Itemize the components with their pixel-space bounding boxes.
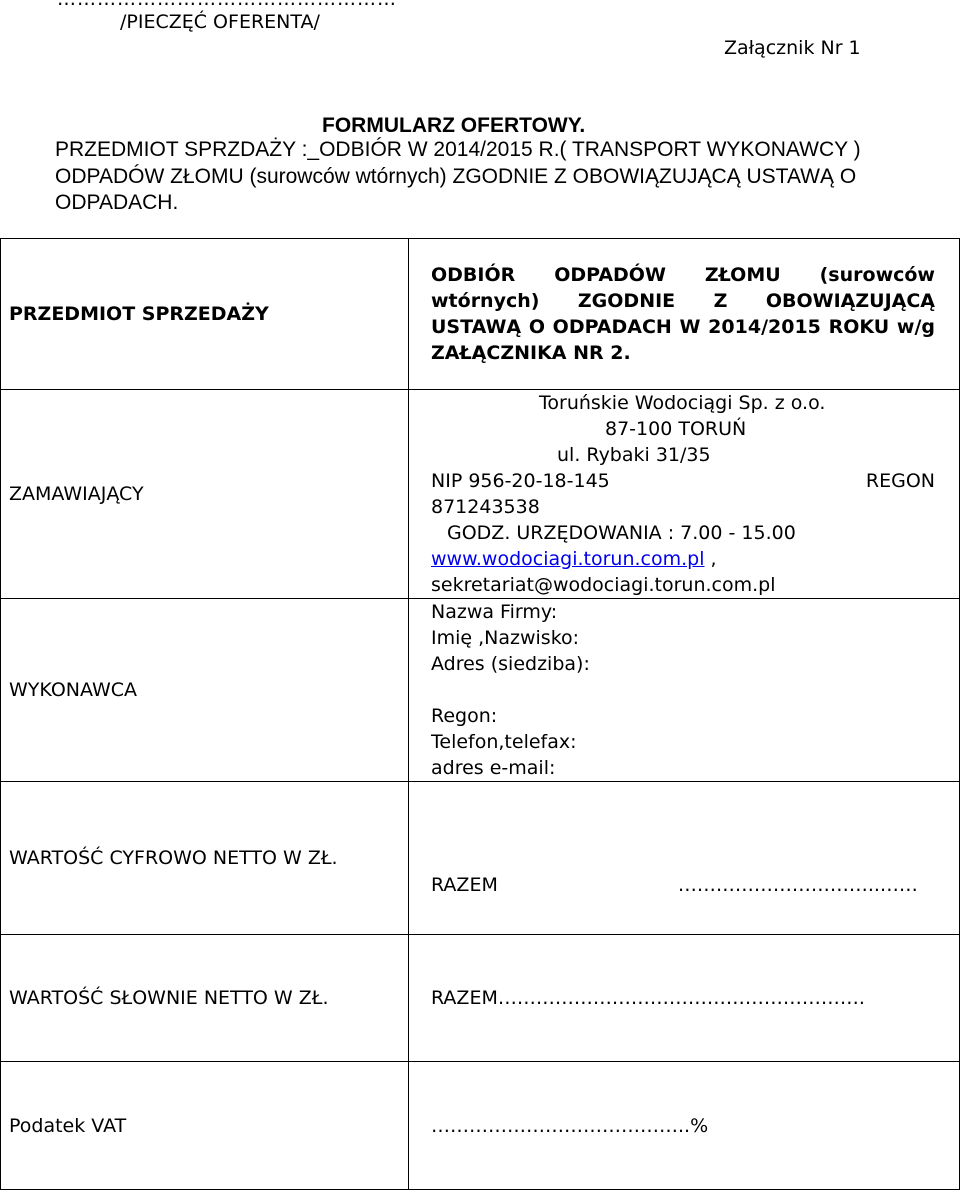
client-nip: NIP 956-20-18-145 — [431, 470, 610, 492]
net-words-label: WARTOŚĆ SŁOWNIE NETTO W ZŁ. — [1, 935, 409, 1062]
contractor-field-phone: Telefon,telefax: — [431, 731, 577, 753]
vat-label: Podatek VAT — [1, 1062, 409, 1190]
contractor-field-company: Nazwa Firmy: — [431, 601, 558, 623]
contractor-field-email: adres e-mail: — [431, 757, 556, 779]
client-hours: GODZ. URZĘDOWANIA : 7.00 - 15.00 — [447, 522, 796, 544]
table-row — [1, 599, 960, 782]
table-row — [1, 390, 960, 599]
client-website-link[interactable]: www.wodociagi.torun.com.pl — [431, 548, 705, 570]
client-website-row — [431, 546, 935, 572]
subject-label: PRZEDMIOT SPRZEDAŻY — [1, 239, 409, 390]
client-regon-value: 871243538 — [431, 496, 540, 518]
client-regon-label: REGON — [865, 470, 935, 492]
annex-label: Załącznik Nr 1 — [724, 37, 861, 59]
table-row — [1, 935, 960, 1062]
table-row — [1, 239, 960, 390]
client-company: Toruńskie Wodociągi Sp. z o.o. — [539, 392, 826, 414]
net-numeric-fill: …………………………..…… — [677, 874, 918, 896]
subject-cell — [409, 239, 960, 390]
vat-value: …………………………………..% — [431, 1114, 709, 1137]
net-words-razem: RAZEM…………………………………………………. — [431, 987, 865, 1009]
contractor-label: WYKONAWCA — [1, 599, 409, 782]
contractor-field-name: Imię ,Nazwisko: — [431, 627, 580, 649]
offer-form-table — [0, 238, 960, 1190]
client-street: ul. Rybaki 31/35 — [557, 444, 711, 466]
client-city: 87-100 TORUŃ — [605, 418, 747, 440]
vat-cell — [409, 1062, 960, 1190]
client-cell — [409, 390, 960, 599]
net-words-cell — [409, 935, 960, 1062]
table-row — [1, 1062, 960, 1190]
stamp-dots — [57, 0, 397, 10]
net-numeric-cell — [409, 782, 960, 935]
table-row — [1, 782, 960, 935]
form-title: FORMULARZ OFERTOWY. — [322, 114, 586, 137]
client-label: ZAMAWIAJĄCY — [1, 390, 409, 599]
subject-value: ODBIÓR ODPADÓW ZŁOMU (surowców wtórnych) ZGODNIE Z OBOWIĄZUJĄCĄ USTAWĄ O ODPADACH W 2014/2015 ROKU w/g ZAŁĄCZNIKA NR 2. — [431, 264, 935, 364]
net-numeric-razem: RAZEM — [431, 874, 498, 896]
subject-text: PRZEDMIOT SPRZDAŻY :_ODBIÓR W 2014/2015 R.( TRANSPORT WYKONAWCY ) ODPADÓW ZŁOMU (surowców wtórnych) ZGODNIE Z OBOWIĄZUJĄCĄ USTAWĄ O ODPADACH. — [55, 138, 861, 214]
net-numeric-label: WARTOŚĆ CYFROWO NETTO W ZŁ. — [1, 782, 409, 935]
client-ids-row — [431, 468, 935, 494]
contractor-cell — [409, 599, 960, 782]
client-website-sep: , — [704, 548, 717, 570]
stamp-label: /PIECZĘĆ OFERENTA/ — [120, 11, 320, 33]
contractor-field-regon: Regon: — [431, 705, 498, 727]
client-email: sekretariat@wodociagi.torun.com.pl — [431, 574, 776, 596]
contractor-field-address: Adres (siedziba): — [431, 653, 590, 675]
